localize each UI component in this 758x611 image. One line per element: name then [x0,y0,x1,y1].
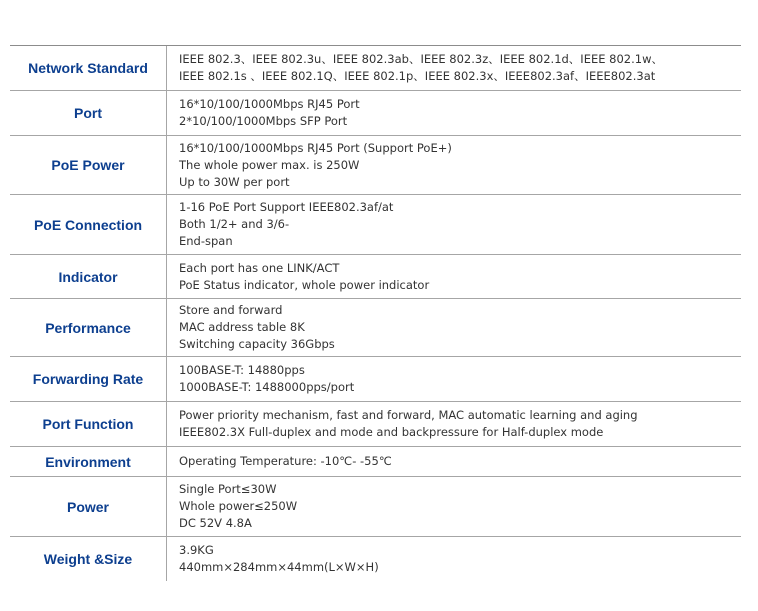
spec-value [167,299,741,356]
spec-label: Environment [10,447,167,476]
spec-value-line: End-span [179,234,233,248]
spec-label: Network Standard [10,46,167,90]
spec-value [167,195,741,254]
spec-value [167,357,741,401]
spec-label: Port Function [10,402,167,446]
spec-row-forwarding-rate [10,357,741,402]
spec-value-line: 100BASE-T: 14880pps [179,363,305,377]
spec-value-line: DC 52V 4.8A [179,516,252,530]
spec-value [167,136,741,194]
spec-row-power [10,477,741,537]
spec-label: PoE Connection [10,195,167,254]
spec-label: Indicator [10,255,167,298]
spec-row-poe-connection [10,195,741,255]
spec-value-line: Power priority mechanism, fast and forward, MAC automatic learning and aging [179,408,638,422]
spec-row-environment [10,447,741,477]
spec-value-line: IEEE802.3X Full-duplex and mode and backpressure for Half-duplex mode [179,425,604,439]
spec-row-weight-size [10,537,741,581]
spec-value [167,46,741,90]
spec-value-line: 1000BASE-T: 1488000pps/port [179,380,355,394]
spec-value [167,477,741,536]
spec-label: Power [10,477,167,536]
spec-value-line: Store and forward [179,303,283,317]
spec-value-line: Whole power≤250W [179,499,298,513]
spec-label: Port [10,91,167,135]
spec-value [167,255,741,298]
spec-table [10,45,741,581]
spec-value-line: 16*10/100/1000Mbps RJ45 Port (Support PoE+) [179,140,452,155]
spec-value-line: 1-16 PoE Port Support IEEE802.3af/at [179,200,394,214]
spec-value-line: Switching capacity 36Gbps [179,337,335,351]
spec-label: Performance [10,299,167,356]
spec-value-line: PoE Status indicator, whole power indicator [179,277,430,292]
spec-value-line: IEEE 802.1s 、IEEE 802.1Q、IEEE 802.1p、IEEE 802.3x、IEEE802.3af、IEEE802.3at [179,69,656,83]
spec-value-line: Up to 30W per port [179,174,290,189]
spec-value-line: Single Port≤30W [179,482,277,496]
spec-row-performance [10,299,741,357]
spec-label: PoE Power [10,136,167,194]
spec-row-indicator [10,255,741,299]
spec-row-port [10,91,741,136]
spec-value-line: Operating Temperature: -10℃- -55℃ [179,454,392,468]
spec-value [167,537,741,581]
spec-value-line: Both 1/2+ and 3/6- [179,217,290,231]
spec-value-line: IEEE 802.3、IEEE 802.3u、IEEE 802.3ab、IEEE 802.3z、IEEE 802.1d、IEEE 802.1w、 [179,52,663,66]
spec-value-line: Each port has one LINK/ACT [179,260,340,275]
spec-value-line: 440mm×284mm×44mm(L×W×H) [179,560,379,574]
spec-value-line: 3.9KG [179,543,214,557]
spec-row-port-function [10,402,741,447]
spec-value [167,91,741,135]
spec-row-network-standard [10,46,741,91]
spec-value [167,447,741,476]
spec-value [167,402,741,446]
spec-value-line: 16*10/100/1000Mbps RJ45 Port [179,97,360,111]
spec-label: Forwarding Rate [10,357,167,401]
spec-row-poe-power [10,136,741,195]
spec-value-line: MAC address table 8K [179,320,305,334]
spec-label: Weight &Size [10,537,167,581]
spec-value-line: 2*10/100/1000Mbps SFP Port [179,114,348,128]
spec-value-line: The whole power max. is 250W [179,157,360,172]
